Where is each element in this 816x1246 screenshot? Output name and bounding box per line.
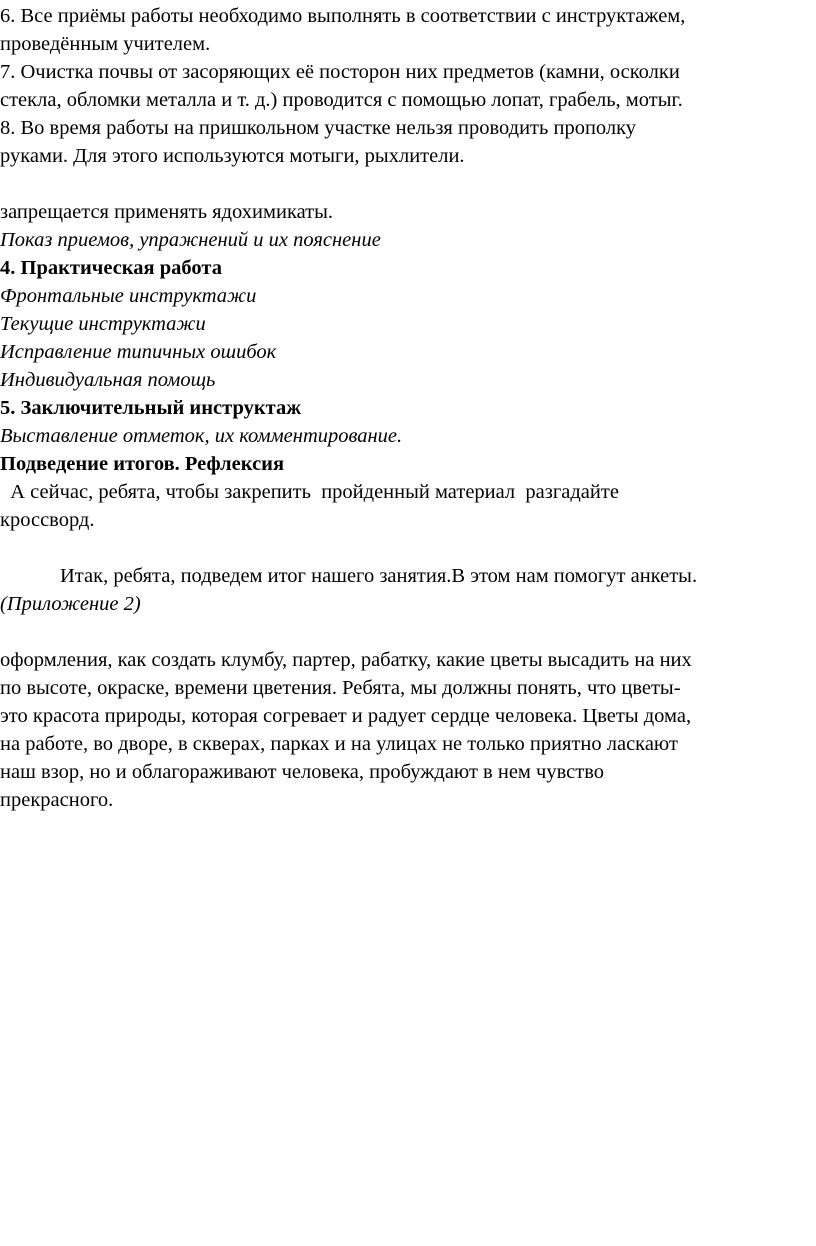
- demonstration-note: Показ приемов, упражнений и их пояснение: [0, 229, 381, 251]
- summary-heading: Подведение итогов. Рефлексия: [0, 453, 285, 475]
- rule-7-line-1: 7. Очистка почвы от засоряющих её посторон них предметов (камни, осколки: [0, 61, 680, 83]
- current-briefings: Текущие инструктажи: [0, 313, 206, 335]
- conclusion-line-7: прекрасного.: [0, 789, 114, 811]
- conclusion-line-4: это красота природы, которая согревает и радует сердце человека. Цветы дома,: [0, 705, 692, 727]
- frontal-briefings: Фронтальные инструктажи: [0, 285, 257, 307]
- crossword-line-2: кроссворд.: [0, 509, 95, 531]
- conclusion-line-2: оформления, как создать клумбу, партер, рабатку, какие цветы высадить на них: [0, 649, 692, 671]
- crossword-line-1: А сейчас, ребята, чтобы закрепить пройденный материал разгадайте: [0, 481, 619, 503]
- individual-help: Индивидуальная помощь: [0, 369, 216, 391]
- conclusion-line-5: на работе, во дворе, в скверах, парках и на улицах не только приятно ласкают: [0, 733, 678, 755]
- rule-6-line-2: проведённым учителем.: [0, 33, 211, 55]
- rule-9-line-1: [0, 170, 816, 198]
- appendix-2-ref: (Приложение 2): [0, 593, 141, 615]
- crossword-task-line: [0, 534, 816, 562]
- conclusion-line-3: по высоте, окраске, времени цветения. Ребята, мы должны понять, что цветы-: [0, 677, 681, 699]
- rule-9-line-2: запрещается применять ядохимикаты.: [0, 201, 334, 223]
- error-correction: Исправление типичных ошибок: [0, 341, 277, 363]
- conclusion-line-6: наш взор, но и облагораживают человека, пробуждают в нем чувство: [0, 761, 604, 783]
- rule-8-line-2: руками. Для этого используются мотыги, рыхлители.: [0, 145, 465, 167]
- section-5-heading: 5. Заключительный инструктаж: [0, 397, 302, 419]
- rule-6-line-1: 6. Все приёмы работы необходимо выполнять в соответствии с инструктажем,: [0, 5, 686, 27]
- survey-line: Итак, ребята, подведем итог нашего занятия.В этом нам помогут анкеты.: [60, 565, 698, 587]
- rule-7-line-2: стекла, обломки металла и т. д.) проводится с помощью лопат, грабель, мотыг.: [0, 89, 683, 111]
- conclusion-line-1: [0, 618, 816, 646]
- grading-note: Выставление отметок, их комментирование.: [0, 425, 403, 447]
- section-4-heading: 4. Практическая работа: [0, 257, 222, 279]
- rule-8-line-1: 8. Во время работы на пришкольном участке нельзя проводить прополку: [0, 117, 637, 139]
